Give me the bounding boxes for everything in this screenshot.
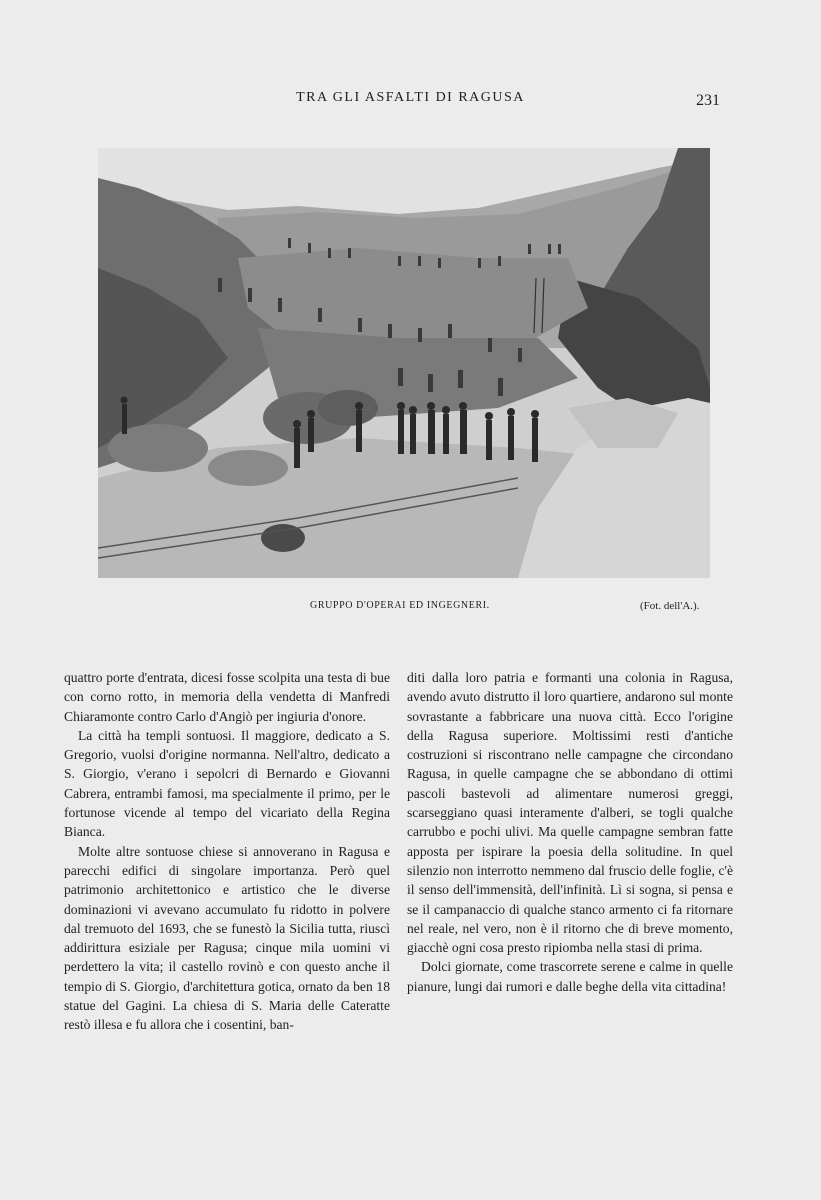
figure-caption: GRUPPO D'OPERAI ED INGEGNERI. — [310, 600, 490, 611]
paragraph: Molte altre sontuose chiese si annoverano in Ragusa e parecchi edifici di singolare importanza. Però quel patrimonio architettonico e artistico che le diverse dominazioni vi avevano accumulato fu ridotto in polvere dal tremuoto del 1693, che se funestò la Sicilia tutta, riuscì addirittura esiziale per Ragusa; cinque mila uomini vi perdettero la vita; il castello rovinò e con questo anche il tempio di S. Giorgio, d'architettura gotica, ornato da ben 18 statue del Gagini. La chiesa di S. Maria delle Cateratte restò illesa e fu allora che i cosentini, ban- — [64, 843, 390, 1033]
paragraph: Dolci giornate, come trascorrete serene e calme in quelle pianure, lungi dai rumori e dalle beghe della vita cittadina! — [407, 959, 733, 994]
photo-credit: (Fot. dell'A.). — [640, 600, 700, 612]
running-header: TRA GLI ASFALTI DI RAGUSA — [296, 90, 525, 105]
paragraph: La città ha templi sontuosi. Il maggiore, dedicato a S. Gregorio, vuolsi d'origine normanna. Nell'altro, dedicato a S. Giorgio, v'erano i sepolcri di Bernardo e Giovanni Cabrera, entrambi famosi, ma specialmente il primo, per le fortunose vicende al tempo del vicariato della Regina Bianca. — [64, 727, 390, 840]
quarry-photograph — [98, 148, 710, 578]
paragraph: quattro porte d'entrata, dicesi fosse scolpita una testa di bue con corno rotto, in memoria della vendetta di Manfredi Chiaramonte contro Carlo d'Angiò per ingiuria d'onore. — [64, 670, 390, 724]
page-number: 231 — [696, 92, 720, 109]
left-column — [64, 668, 390, 1035]
paragraph: diti dalla loro patria e formanti una colonia in Ragusa, avendo avuto distrutto il loro quartiere, andarono sul monte sovrastante a fabbricare una nuova città. Ecco l'origine della Ragusa superiore. Moltissimi resti d'antiche costruzioni si riscontrano nelle campagne che circondano Ragusa, in quelle campagne che se abbondano di ottimi pascoli bastevoli ad alimentare numerosi greggi, scarseggiano quasi interamente d'alberi, se togli qualche carrubbo e pochi ulivi. Ma quelle campagne sembran fatte apposta per ispirare la poesia della solitudine. In quel silenzio non interrotto nemmeno dal fruscio delle foglie, c'è il senso dell'immensità, dell'infinità. Lì si sogna, si pensa e se il campanaccio di qualche stanco armento ci fa ritornare nel reale, nel vero, non è il ritorno che di breve momento, giacchè ogni cosa presto ripiomba nella stasi di prima. — [407, 670, 733, 956]
right-column — [407, 668, 733, 996]
